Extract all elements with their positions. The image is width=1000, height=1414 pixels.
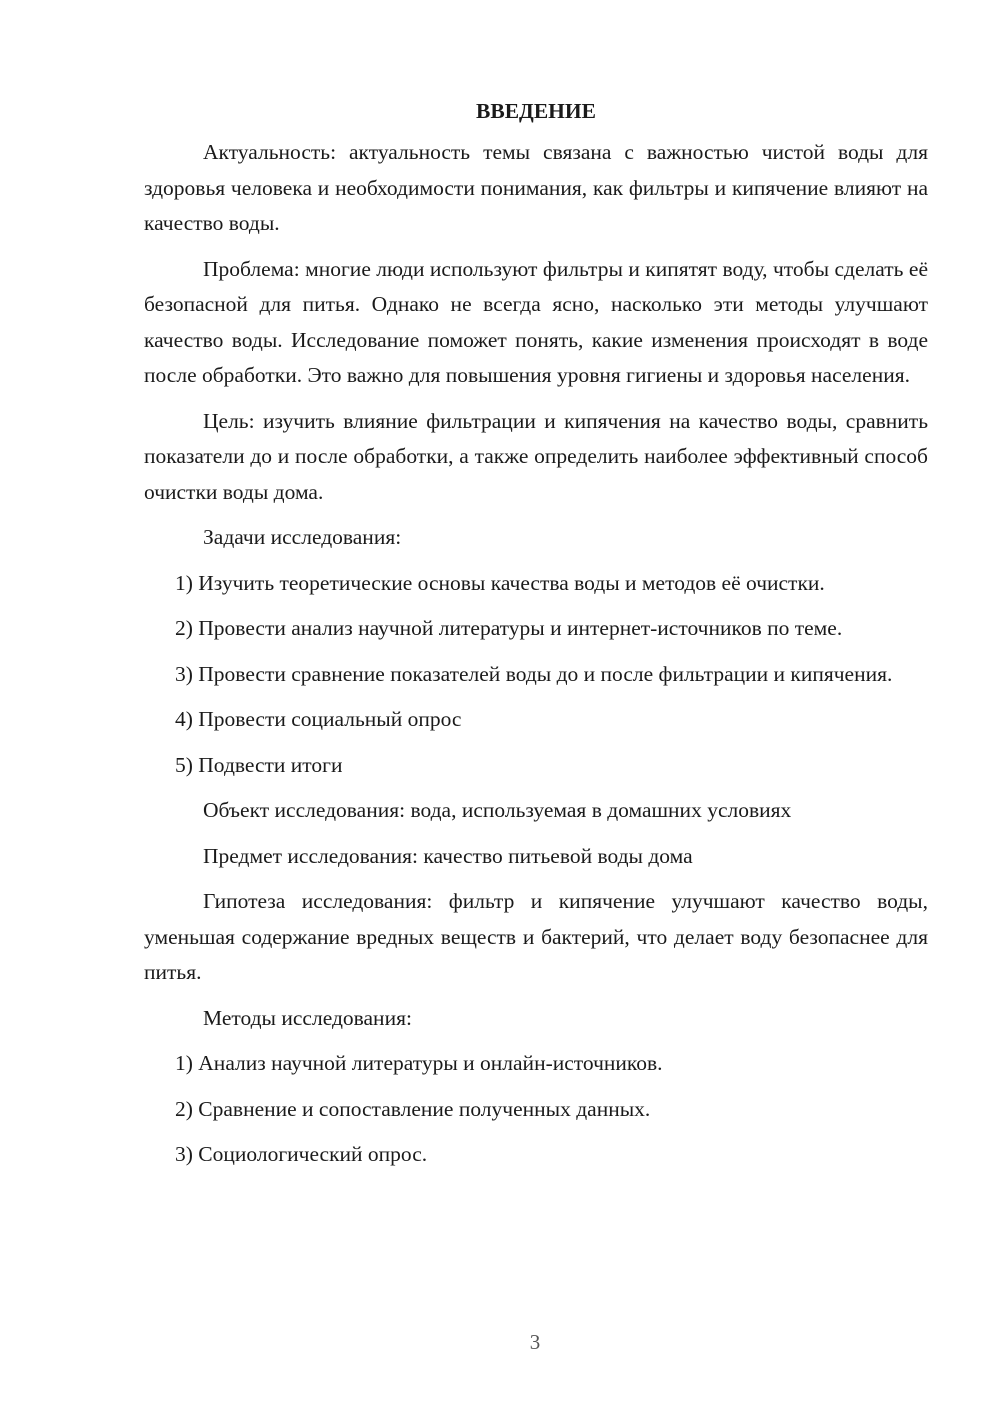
- goal-paragraph: Цель: изучить влияние фильтрации и кипячения на качество воды, сравнить показатели до и после обработки, а также определить наиболее эффективный способ очистки воды дома.: [144, 408, 928, 504]
- method-item: 2) Сравнение и сопоставление полученных данных.: [175, 1096, 651, 1121]
- document-page: [144, 96, 928, 1183]
- hypothesis-paragraph: Гипотеза исследования: фильтр и кипячение улучшают качество воды, уменьшая содержание вредных веществ и бактерий, что делает воду безопаснее для питья.: [144, 889, 928, 984]
- tasks-heading: Задачи исследования:: [203, 525, 402, 549]
- method-item: 1) Анализ научной литературы и онлайн-источников.: [175, 1051, 663, 1075]
- task-item: 5) Подвести итоги: [175, 752, 343, 777]
- task-item: 4) Провести социальный опрос: [175, 707, 462, 731]
- methods-heading: Методы исследования:: [203, 1005, 412, 1030]
- task-item: 1) Изучить теоретические основы качества воды и методов её очистки.: [175, 570, 825, 595]
- page-number: 3: [529, 1330, 541, 1354]
- relevance-paragraph: Актуальность: актуальность темы связана с важностью чистой воды для здоровья человека и необходимости понимания, как фильтры и кипячение влияют на качество воды.: [144, 140, 928, 235]
- problem-paragraph: Проблема: многие люди используют фильтры и кипятят воду, чтобы сделать её безопасной для питья. Однако не всегда ясно, насколько эти методы улучшают качество воды. Исследование поможет понять, какие изменения происходят в воде после обработки. Это важно для повышения уровня гигиены и здоровья населения.: [144, 256, 928, 387]
- task-item: 2) Провести анализ научной литературы и интернет-источников по теме.: [175, 616, 843, 640]
- page-title: ВВЕДЕНИЕ: [476, 99, 596, 123]
- task-item: 3) Провести сравнение показателей воды до и после фильтрации и кипячения.: [175, 661, 893, 686]
- object-paragraph: Объект исследования: вода, используемая в домашних условиях: [203, 798, 792, 822]
- subject-paragraph: Предмет исследования: качество питьевой воды дома: [203, 843, 693, 868]
- method-item: 3) Социологический опрос.: [175, 1142, 428, 1166]
